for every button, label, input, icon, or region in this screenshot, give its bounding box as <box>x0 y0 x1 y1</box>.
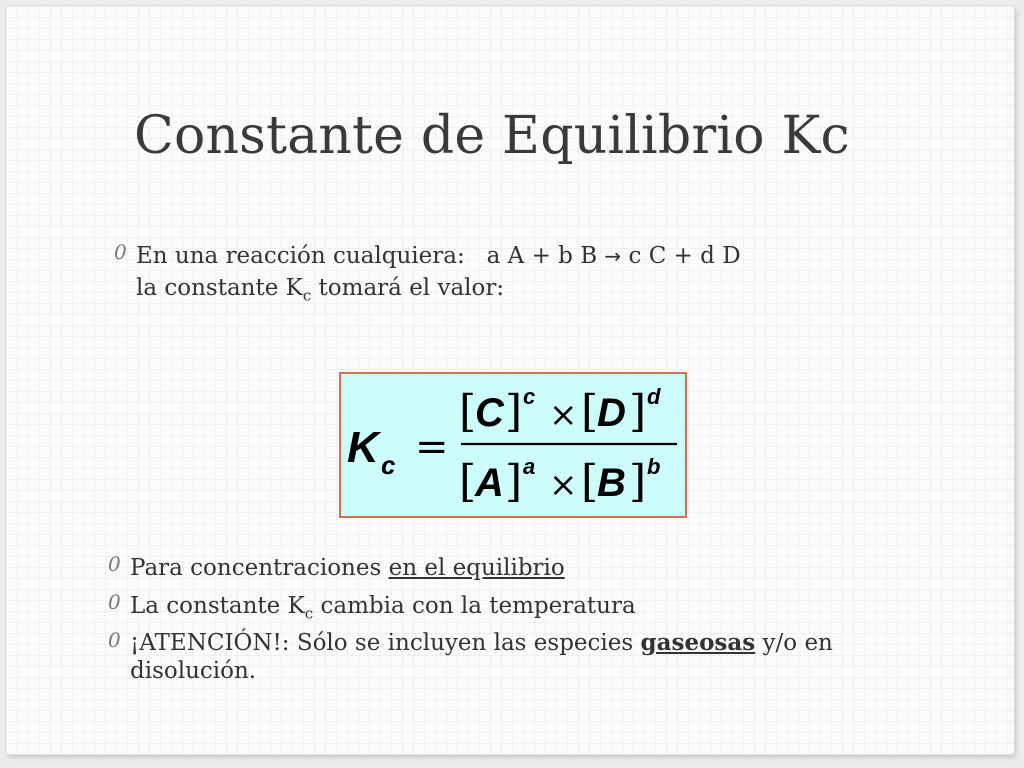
numerator-species-2: D <box>597 391 626 435</box>
bracket-open: [ <box>581 456 599 507</box>
times-sign: × <box>549 395 578 435</box>
bracket-open: [ <box>459 386 477 437</box>
denominator-exp-1: a <box>523 454 536 479</box>
bullet-2-prefix: La constante K <box>130 593 305 619</box>
intro-line-2 <box>136 272 741 312</box>
bullet-marker: 0 <box>108 552 121 576</box>
bullet-temperature <box>108 590 636 630</box>
bullet-1-underlined: en el equilibrio <box>388 555 565 581</box>
numerator-species-1: C <box>475 391 504 435</box>
reaction-reactants: a A + b B <box>486 243 598 269</box>
bullet-2-suffix: cambia con la temperatura <box>313 593 636 619</box>
formula-k-sub: c <box>381 450 396 480</box>
times-sign: × <box>549 465 578 505</box>
bracket-close: ] <box>505 456 523 507</box>
denominator-exp-2: b <box>647 454 661 479</box>
bullet-3-prefix: ¡ATENCIÓN!: Sólo se incluyen las especies <box>130 630 641 656</box>
kc-formula-box <box>339 372 687 518</box>
kc-suffix: tomará el valor: <box>311 275 505 301</box>
bullet-2-subscript: c <box>304 604 314 623</box>
intro-prefix: En una reacción cualquiera: <box>136 243 465 269</box>
formula-k: K <box>347 423 379 472</box>
formula-equals: = <box>415 424 449 470</box>
bracket-close: ] <box>629 456 647 507</box>
bullet-marker: 0 <box>108 628 121 652</box>
slide <box>6 6 1014 754</box>
bracket-open: [ <box>459 456 477 507</box>
bullet-3-line-2: disolución. <box>130 658 257 684</box>
slide-title: Constante de Equilibrio Kc <box>134 106 850 166</box>
bullet-3-suffix: y/o en <box>755 630 833 656</box>
bullet-1-prefix: Para concentraciones <box>130 555 389 581</box>
denominator-species-2: B <box>597 461 626 505</box>
kc-prefix: la constante K <box>136 275 303 301</box>
numerator-exp-2: d <box>647 384 661 409</box>
kc-subscript: c <box>302 286 312 305</box>
kc-formula <box>341 374 685 516</box>
bracket-close: ] <box>629 386 647 437</box>
reaction-products: c C + d D <box>628 243 741 269</box>
bracket-close: ] <box>505 386 523 437</box>
denominator-species-1: A <box>475 461 504 505</box>
bullet-marker: 0 <box>108 590 121 614</box>
bullet-marker: 0 <box>114 240 127 264</box>
numerator-exp-1: c <box>523 384 536 409</box>
bullet-attention <box>108 628 833 684</box>
bullet-equilibrium <box>108 552 565 584</box>
bracket-open: [ <box>581 386 599 437</box>
right-arrow-icon: → <box>604 244 622 268</box>
bullet-intro <box>114 240 741 312</box>
bullet-3-bold-underlined: gaseosas <box>640 629 756 656</box>
intro-line-1 <box>136 240 741 272</box>
